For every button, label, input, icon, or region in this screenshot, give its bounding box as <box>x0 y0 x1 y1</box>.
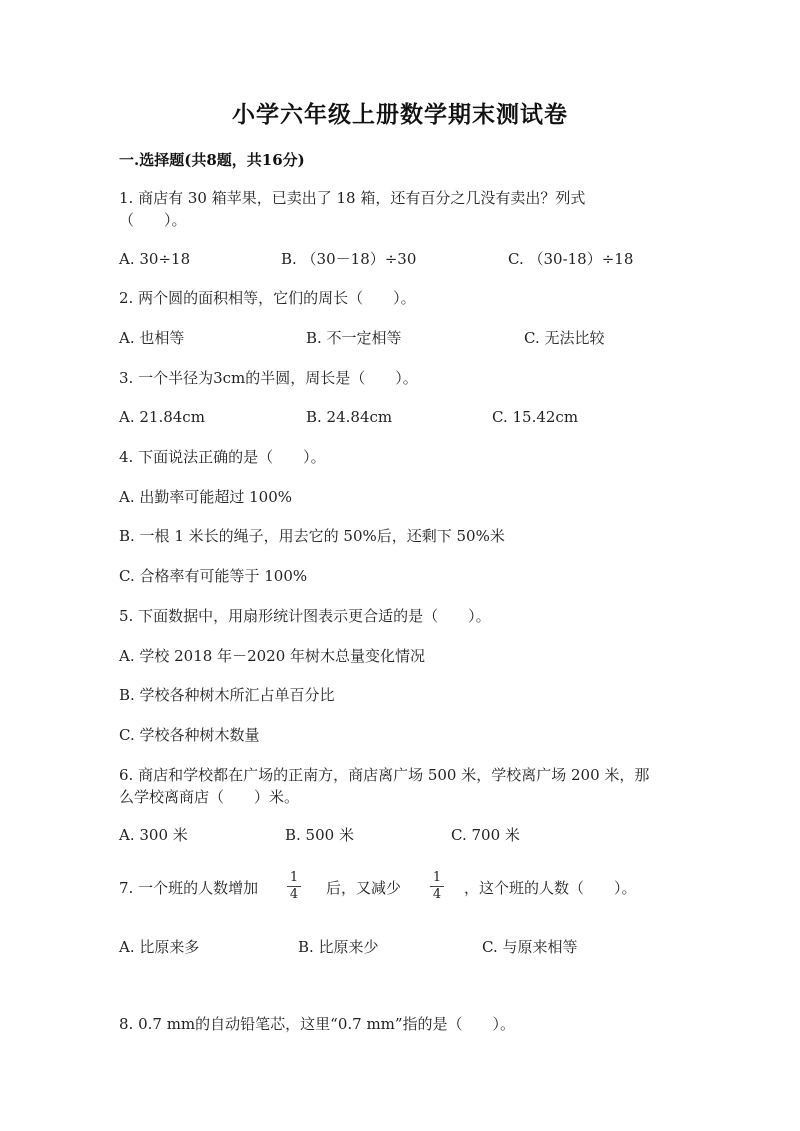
option-a: A. 比原来多 <box>119 938 200 956</box>
question-3-options <box>119 406 719 428</box>
question-8: 8. 0.7 mm的自动铅笔芯，这里“0.7 mm”指的是（ ）。 <box>119 1015 516 1033</box>
question-4-option-b: B. 一根 1 米长的绳子，用去它的 50%后，还剩下 50%米 <box>119 527 505 545</box>
page-title: 小学六年级上册数学期末测试卷 <box>232 101 568 128</box>
option-c: C. 无法比较 <box>524 329 605 347</box>
option-c: C. 15.42cm <box>492 408 579 426</box>
fraction-denominator: 4 <box>289 887 299 902</box>
fraction-one-quarter-1 <box>287 871 301 902</box>
question-2-options <box>119 327 719 349</box>
question-6-line-2: 么学校离商店（ ）米。 <box>119 788 300 806</box>
question-7-part-1: 7. 一个班的人数增加 <box>119 879 259 897</box>
question-7 <box>119 870 719 913</box>
question-7-part-2: 后，又减少 <box>326 879 402 897</box>
fraction-numerator: 1 <box>289 870 299 885</box>
option-a: A. 也相等 <box>119 329 185 347</box>
question-7-part-3: ，这个班的人数（ ）。 <box>464 879 637 897</box>
question-5-option-c: C. 学校各种树木数量 <box>119 726 260 744</box>
question-6-options <box>119 824 719 846</box>
option-b: B. 500 米 <box>285 826 354 844</box>
question-4-option-a: A. 出勤率可能超过 100% <box>119 488 293 506</box>
option-a: A. 21.84cm <box>119 408 205 426</box>
option-b: B. 比原来少 <box>298 938 379 956</box>
fraction-denominator: 4 <box>432 887 442 902</box>
question-7-options <box>119 936 719 958</box>
question-2: 2. 两个圆的面积相等，它们的周长（ ）。 <box>119 289 416 307</box>
question-5-option-b: B. 学校各种树木所汇占单百分比 <box>119 686 335 704</box>
option-a: A. 300 米 <box>119 826 188 844</box>
question-6 <box>119 764 679 808</box>
section-heading: 一.选择题(共8题，共16分) <box>119 151 305 169</box>
question-5: 5. 下面数据中，用扇形统计图表示更合适的是（ ）。 <box>119 607 491 625</box>
question-4: 4. 下面说法正确的是（ ）。 <box>119 448 326 466</box>
question-3: 3. 一个半径为3cm的半圆，周长是（ ）。 <box>119 369 418 387</box>
fraction-one-quarter-2 <box>430 871 444 902</box>
question-6-line-1: 6. 商店和学校都在广场的正南方，商店离广场 500 米，学校离广场 200 米，那 <box>119 766 650 784</box>
question-1-options <box>119 248 719 270</box>
question-1-line-1: 1. 商店有 30 箱苹果，已卖出了 18 箱，还有百分之几没有卖出？列式 <box>119 189 586 207</box>
fraction-numerator: 1 <box>432 870 442 885</box>
option-b: B. 24.84cm <box>306 408 393 426</box>
question-4-option-c: C. 合格率有可能等于 100% <box>119 567 308 585</box>
option-c: C. （30-18）÷18 <box>508 250 634 268</box>
option-c: C. 与原来相等 <box>482 938 578 956</box>
option-b: B. 不一定相等 <box>306 329 402 347</box>
option-c: C. 700 米 <box>451 826 520 844</box>
question-1 <box>119 187 679 231</box>
option-a: A. 30÷18 <box>119 250 191 268</box>
question-5-option-a: A. 学校 2018 年－2020 年树木总量变化情况 <box>119 647 426 665</box>
option-b: B. （30－18）÷30 <box>281 250 417 268</box>
question-1-line-2: （ ）。 <box>119 211 187 229</box>
